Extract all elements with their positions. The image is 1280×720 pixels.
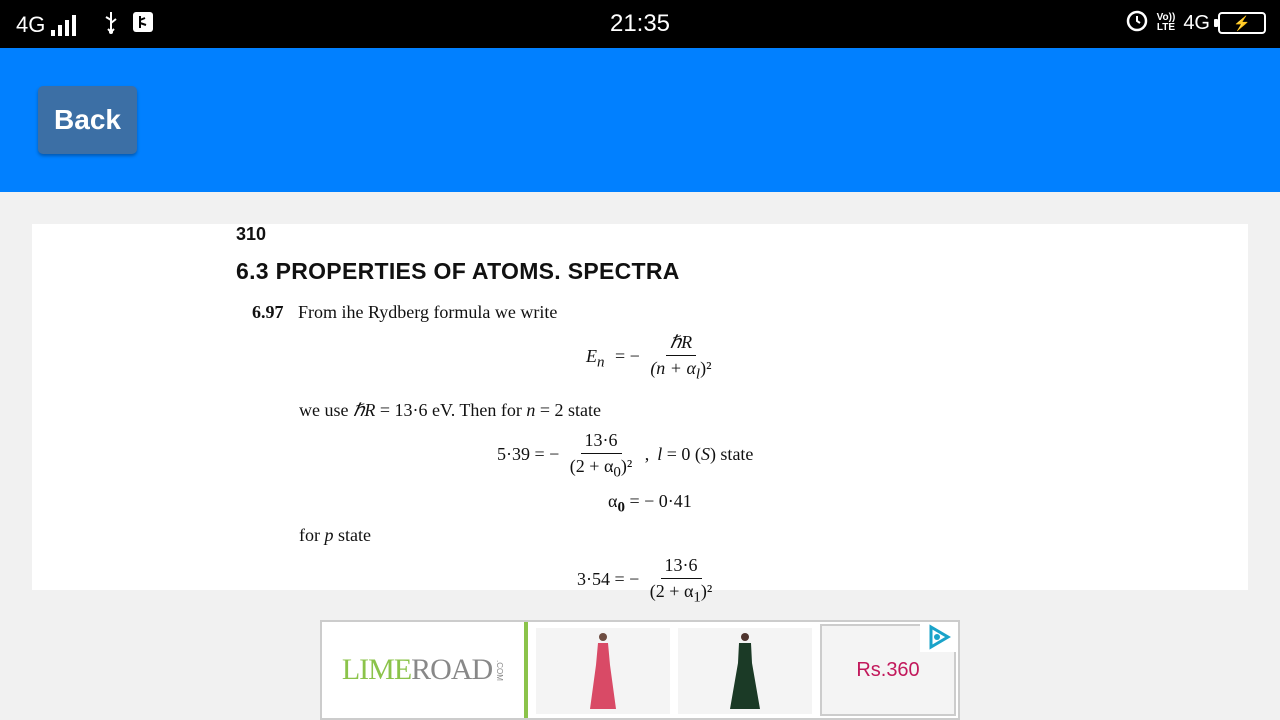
equation-p-state: 3·54 = − $\frac{13\cdot 6}{(2 + \alpha_1)^2}$ <box>577 555 713 606</box>
document-page <box>32 224 1248 606</box>
green-dress-icon <box>725 631 765 711</box>
network-type-right: 4G <box>1183 11 1210 34</box>
problem-number: 6.97 <box>252 302 284 322</box>
clock: 21:35 <box>609 10 671 37</box>
section-title: 6.3 PROPERTIES OF ATOMS. SPECTRA <box>236 258 680 284</box>
back-button[interactable]: Back <box>38 86 137 154</box>
battery-icon <box>1218 12 1266 34</box>
page-number: 310 <box>236 224 267 244</box>
adchoices-icon[interactable] <box>920 622 958 652</box>
volte-icon: Vo)) LTE <box>1156 12 1176 33</box>
ad-product-red-dress[interactable] <box>536 628 670 714</box>
ad-product-green-dress[interactable] <box>678 628 812 714</box>
red-dress-icon <box>583 631 623 711</box>
text-line-hbar: we use ℏR = 13·6 eV. Then for n = 2 state <box>299 400 601 420</box>
app-bar <box>0 48 1280 192</box>
charging-icon: ⚡ <box>1233 14 1251 31</box>
equation-rydberg: $E_n$ = − $\frac{\text{ℏR}}{(n + \alpha_l)^2}$ <box>586 332 712 383</box>
equation-alpha0: $\alpha_0$ = − 0·41 <box>608 491 692 516</box>
ad-price: Rs.360 <box>856 658 920 681</box>
alarm-icon <box>1125 8 1149 38</box>
limeroad-logo[interactable]: LIME ROAD .COM <box>322 622 528 718</box>
intro-text: From ihe Rydberg formula we write <box>298 302 558 322</box>
equation-s-state: 5·39 = − $\frac{13\cdot 6}{(2 + \alpha_0)^2}$ , l = 0 (S) state <box>497 430 754 481</box>
status-bar <box>0 0 1280 48</box>
network-type-left: 4G <box>16 12 46 37</box>
ad-banner[interactable] <box>320 620 960 720</box>
text-line-p-state: for p state <box>299 525 371 545</box>
problem-line <box>252 302 557 323</box>
